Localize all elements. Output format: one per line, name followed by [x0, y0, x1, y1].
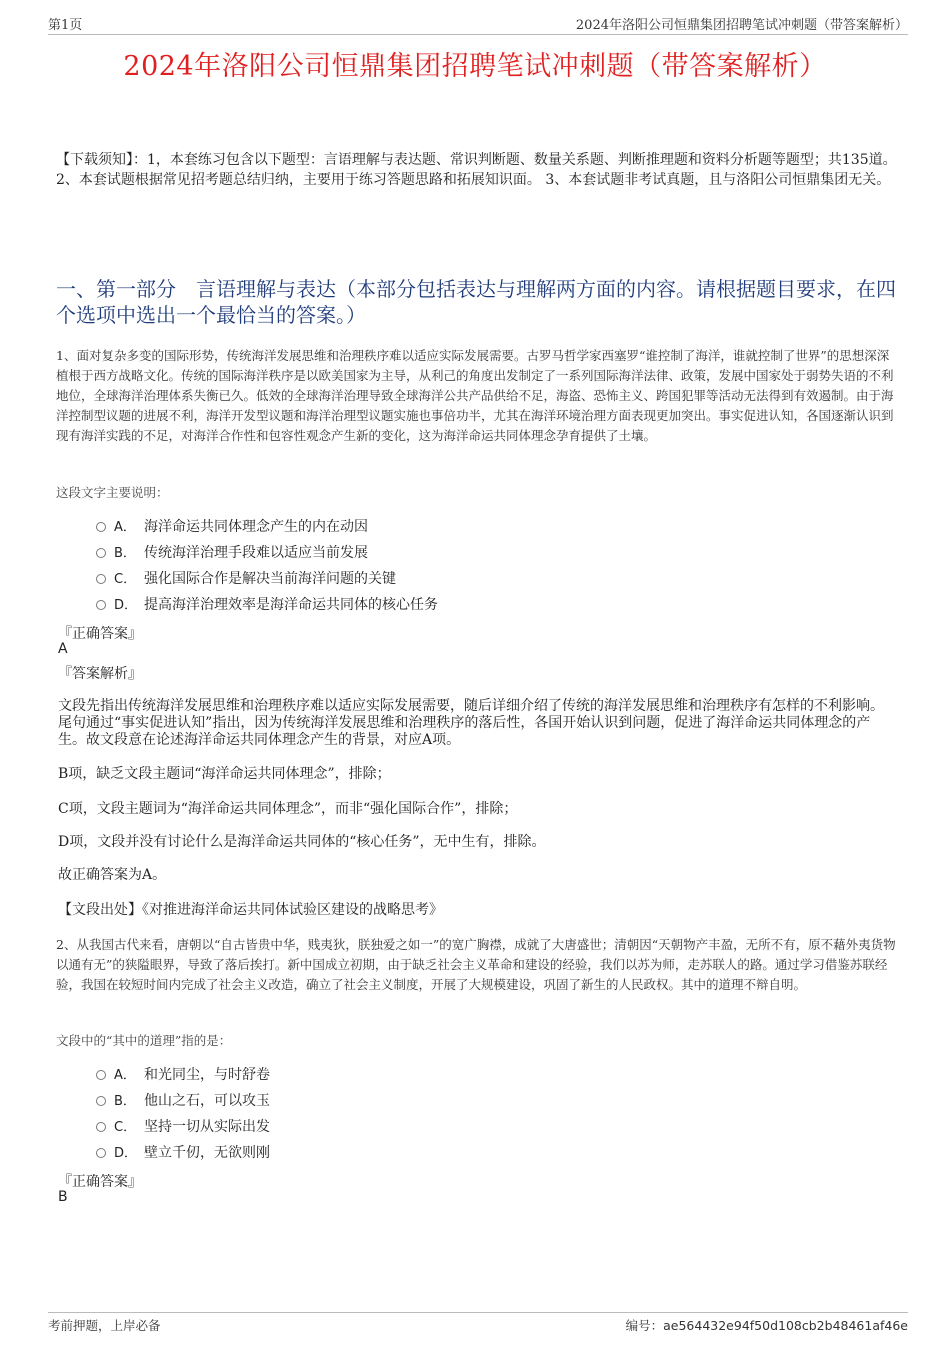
option-key: B．: [114, 546, 136, 561]
q1-analysis-label: 『答案解析』: [58, 666, 142, 682]
option-text: 传统海洋治理手段难以适应当前发展: [144, 545, 368, 561]
download-notice: 【下载须知】：1，本套练习包含以下题型：言语理解与表达题、常识判断题、数量关系题、判断推理题和资料分析题等题型；共135道。 2、本套试题根据常见招考题总结归纳，主要用于练习答题思路和拓展知识面。 3、本套试题非考试真题，且与洛阳公司恒鼎集团无关。: [56, 152, 897, 188]
option-key: C．: [114, 1120, 137, 1135]
option-text: 他山之石，可以攻玉: [144, 1093, 270, 1109]
option-text: 和光同尘，与时舒卷: [144, 1067, 270, 1083]
option-key: C．: [114, 572, 137, 587]
option-text: 壁立千仞，无欲则刚: [144, 1145, 270, 1161]
q2-option-d[interactable]: [96, 1142, 516, 1168]
page-number: 第1页: [48, 18, 83, 33]
q2-option-a[interactable]: [96, 1064, 516, 1090]
section-heading: 一、第一部分 言语理解与表达（本部分包括表达与理解两方面的内容。请根据题目要求，在四个选项中选出一个最恰当的答案。）: [56, 277, 896, 327]
option-key: D．: [114, 598, 138, 613]
radio-icon[interactable]: [96, 1096, 106, 1106]
q1-option-b[interactable]: [96, 542, 516, 568]
q1-passage: 1、面对复杂多变的国际形势，传统海洋发展思维和治理秩序难以适应实际发展需要。古罗马哲学家西塞罗“谁控制了海洋，谁就控制了世界”的思想深深植根于西方战略文化。传统的国际海洋秩序是以欧美国家为主导，从利己的角度出发制定了一系列国际海洋法律、政策，发展中国家处于弱势失语的不利地位，全球海洋治理体系失衡已久。低效的全球海洋治理导致全球海洋公共产品供给不足，海盗、恐怖主义、跨国犯罪等活动无法得到有效遏制。由于海洋控制型议题的进展不利，海洋开发型议题和海洋治理型议题实施也事倍功半，尤其在海洋环境治理方面表现更加突出。事实促进认知，各国逐渐认识到现有海洋实践的不足，对海洋合作性和包容性观念产生新的变化，这为海洋命运共同体理念孕育提供了土壤。: [56, 348, 894, 443]
page-footer: [48, 1312, 908, 1333]
q1-option-a[interactable]: [96, 516, 516, 542]
q2-option-b[interactable]: [96, 1090, 516, 1116]
footer-code: [626, 1316, 908, 1334]
option-key: D．: [114, 1146, 138, 1161]
option-text: 海洋命运共同体理念产生的内在动因: [144, 519, 368, 535]
q2-options: [96, 1064, 516, 1168]
header-doc-title: 2024年洛阳公司恒鼎集团招聘笔试冲刺题（带答案解析）: [575, 18, 908, 33]
q1-answer: A: [58, 641, 68, 657]
radio-icon[interactable]: [96, 600, 106, 610]
option-key: A．: [114, 1068, 136, 1083]
q2-answer-label: 『正确答案』: [58, 1174, 142, 1190]
option-text: 强化国际合作是解决当前海洋问题的关键: [144, 571, 396, 587]
q1-analysis-main: 文段先指出传统海洋发展思维和治理秩序难以适应实际发展需要，随后详细介绍了传统的海洋发展思维和治理秩序有怎样的不利影响。尾句通过“事实促进认知”指出，因为传统海洋发展思维和治理秩序的落后性，各国开始认识到问题，促进了海洋命运共同体理念的产生。故文段意在论述海洋命运共同体理念产生的背景，对应A项。: [58, 698, 884, 748]
radio-icon[interactable]: [96, 1122, 106, 1132]
q1-source: 【文段出处】《对推进海洋命运共同体试验区建设的战略思考》: [58, 902, 443, 918]
radio-icon[interactable]: [96, 1148, 106, 1158]
q1-option-c[interactable]: [96, 568, 516, 594]
footer-code-value: ae564432e94f50d108cb2b48461af46e: [663, 1318, 908, 1333]
q1-answer-label: 『正确答案』: [58, 626, 142, 642]
q1-analysis-b: B项，缺乏文段主题词“海洋命运共同体理念”，排除；: [58, 766, 391, 782]
page-header: [48, 14, 908, 35]
footer-slogan: 考前押题，上岸必备: [48, 1318, 161, 1333]
radio-icon[interactable]: [96, 574, 106, 584]
radio-icon[interactable]: [96, 548, 106, 558]
doc-title: 2024年洛阳公司恒鼎集团招聘笔试冲刺题（带答案解析）: [123, 51, 827, 82]
q1-option-d[interactable]: [96, 594, 516, 620]
option-text: 坚持一切从实际出发: [144, 1119, 270, 1135]
q1-options: [96, 516, 516, 620]
q2-option-c[interactable]: [96, 1116, 516, 1142]
option-key: B．: [114, 1094, 136, 1109]
q1-prompt: 这段文字主要说明：: [56, 485, 169, 500]
q2-answer: B: [58, 1189, 68, 1205]
q1-analysis-d: D项，文段并没有讨论什么是海洋命运共同体的“核心任务”，无中生有，排除。: [58, 834, 546, 850]
radio-icon[interactable]: [96, 1070, 106, 1080]
q2-prompt: 文段中的“其中的道理”指的是：: [56, 1033, 232, 1048]
footer-code-label: 编号：: [625, 1318, 664, 1333]
option-key: A．: [114, 520, 136, 535]
option-text: 提高海洋治理效率是海洋命运共同体的核心任务: [144, 597, 438, 613]
q2-passage: 2、从我国古代来看，唐朝以“自古皆贵中华，贱夷狄，朕独爱之如一”的宽广胸襟，成就了大唐盛世；清朝因“天朝物产丰盈，无所不有，原不藉外夷货物以通有无”的狭隘眼界，导致了落后挨打。新中国成立初期，由于缺乏社会主义革命和建设的经验，我们以苏为师，走苏联人的路。通过学习借鉴苏联经验，我国在较短时间内完成了社会主义改造，确立了社会主义制度，开展了大规模建设，巩固了新生的人民政权。其中的道理不辩自明。: [56, 937, 896, 992]
radio-icon[interactable]: [96, 522, 106, 532]
q1-analysis-c: C项，文段主题词为“海洋命运共同体理念”，而非“强化国际合作”，排除；: [58, 801, 518, 817]
q1-analysis-conclusion: 故正确答案为A。: [58, 867, 167, 883]
